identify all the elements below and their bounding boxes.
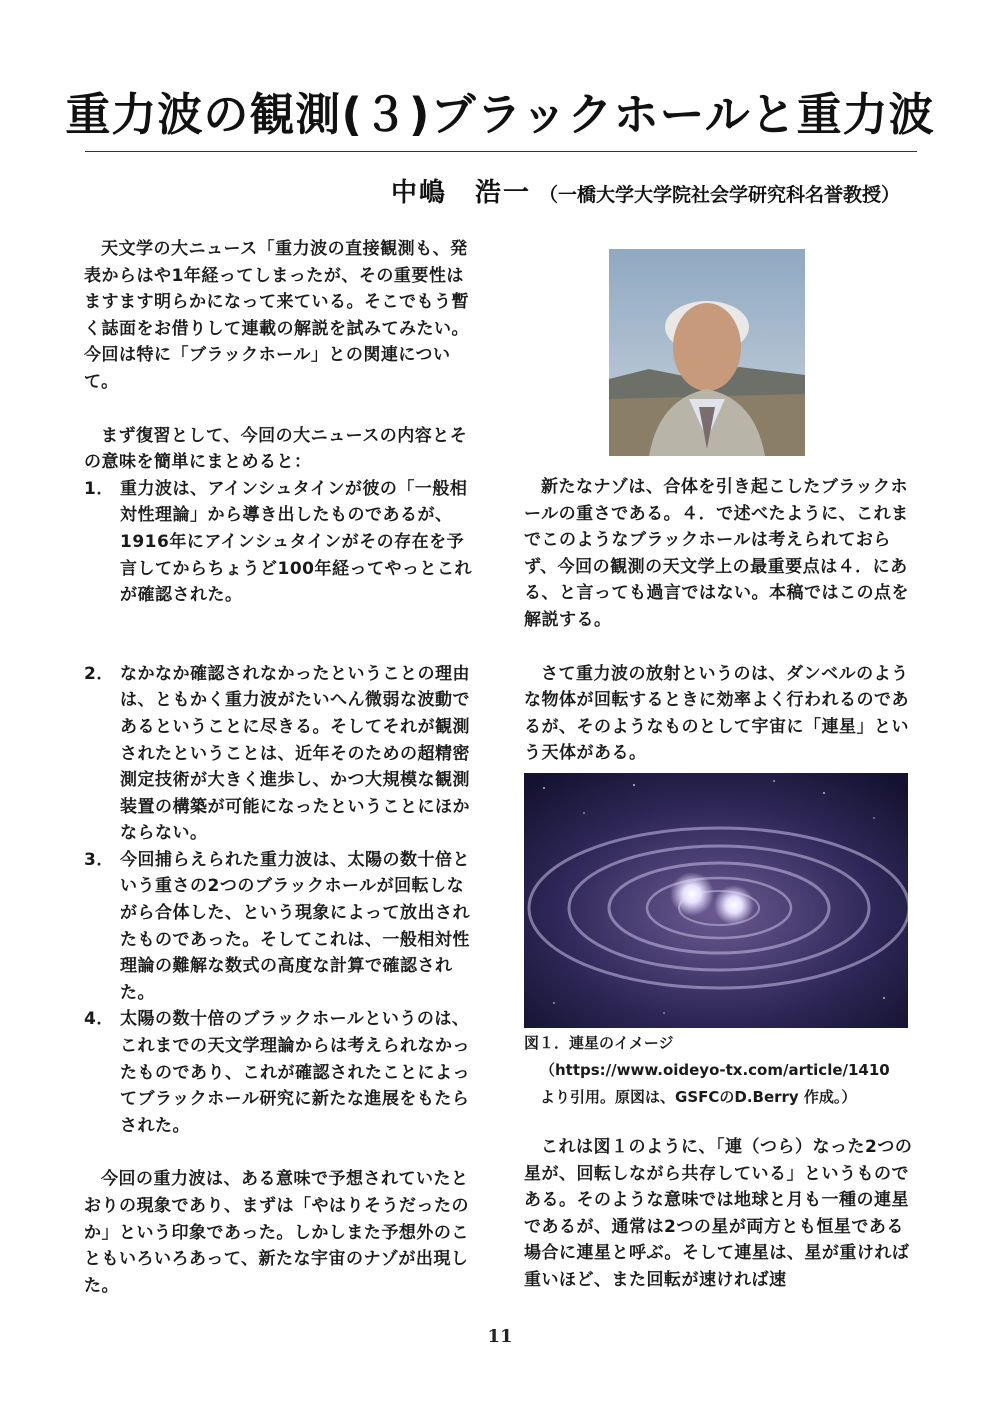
list-item-number: 1． xyxy=(84,478,114,499)
page-number: 11 xyxy=(487,1326,513,1347)
right-column xyxy=(524,474,916,767)
list-item-text: 太陽の数十倍のブラックホールというのは、これまでの天文学理論からは考えられなかったものであり、これが確認されたことによってブラックホール研究に新たな進展をもたらされた。 xyxy=(120,1009,470,1136)
author-name: 中嶋 浩一 xyxy=(390,178,531,208)
right-paragraph-1: 新たなナゾは、合体を引き起こしたブラックホールの重さである。４．で述べたように、これまでこのようなブラックホールは考えられておらず、今回の観測の天文学上の最重要点は４．にある、と言っても過言ではない。本稿ではこの点を解説する。 xyxy=(524,477,909,630)
caption-source: （https://www.oideyo-tx.com/article/1410 xyxy=(540,1061,890,1079)
list-item-number: 4． xyxy=(84,1009,114,1030)
review-paragraph: まず復習として、今回の大ニュースの内容とその意味を簡単にまとめると： xyxy=(84,425,468,473)
intro-paragraph: 天文学の大ニュース「重力波の直接観測も、発表からはや1年経ってしまったが、その重要性はますます明らかになって来ている。そこでもう暫く誌面をお借りして連載の解説を試みてみたい。今回は特に「ブラックホール」との関連について。 xyxy=(84,239,469,392)
right-column-continued xyxy=(524,1134,916,1294)
author-photo xyxy=(609,249,805,456)
list-item-text: なかなか確認されなかったということの理由は、ともかく重力波がたいへん微弱な波動であるということに尽きる。そしてそれが観測されたということは、近年そのための超精密測定技術が大きく進歩し、かつ大規模な観測装置の構築が可能になったということにほかならない。 xyxy=(120,663,470,844)
list-item-number: 2． xyxy=(84,663,114,684)
right-paragraph-2: さて重力波の放射というのは、ダンベルのような物体が回転するときに効率よく行われるのであるが、そのようなものとして宇宙に「連星」という天体がある。 xyxy=(524,663,909,764)
caption-credit: より引用。原図は、GSFCのD.Berry 作成。） xyxy=(540,1088,857,1106)
byline xyxy=(391,172,900,209)
right-paragraph-3: これは図１のように、「連（つら）なった2つの星が、回転しながら共存している」というものである。そのような意味では地球と月も一種の連星であるが、通常は2つの星が両方とも恒星である場合に連星と呼ぶ。そして連星は、星が重ければ重いほど、また回転が速ければ速 xyxy=(524,1137,913,1290)
list-item-number: 3． xyxy=(84,849,114,870)
list-item-text: 今回捕らえられた重力波は、太陽の数十倍という重さの2つのブラックホールが回転しながら合体した、という現象によって放出されたものであった。そしてこれは、一般相対性理論の難解な数式の高度な計算で確認された。 xyxy=(120,849,470,1003)
closing-paragraph: 今回の重力波は、ある意味で予想されていたとおりの現象であり、まずは「やはりそうだったのか」という印象であった。しかしまた予想外のこともいろいろあって、新たな宇宙のナゾが出現した。 xyxy=(84,1169,469,1296)
article-title: 重力波の観測(３)ブラックホールと重力波 xyxy=(65,88,935,141)
list-item xyxy=(84,1006,476,1139)
list-item xyxy=(84,476,476,609)
list-item xyxy=(84,847,476,1007)
title-rule xyxy=(85,151,917,152)
list-item-text: 重力波は、アインシュタインが彼の「一般相対性理論」から導き出したものであるが、1916年にアインシュタインがその存在を予言してからちょうど100年経ってやっとこれが確認された。 xyxy=(120,478,472,606)
caption-title: 図１．連星のイメージ xyxy=(524,1034,674,1052)
list-item xyxy=(84,661,476,847)
figure-caption xyxy=(524,1030,916,1111)
author-affiliation: （一橋大学大学院社会学研究科名誉教授） xyxy=(538,184,900,206)
binary-star-illustration xyxy=(524,773,908,1028)
left-column xyxy=(84,236,476,1299)
